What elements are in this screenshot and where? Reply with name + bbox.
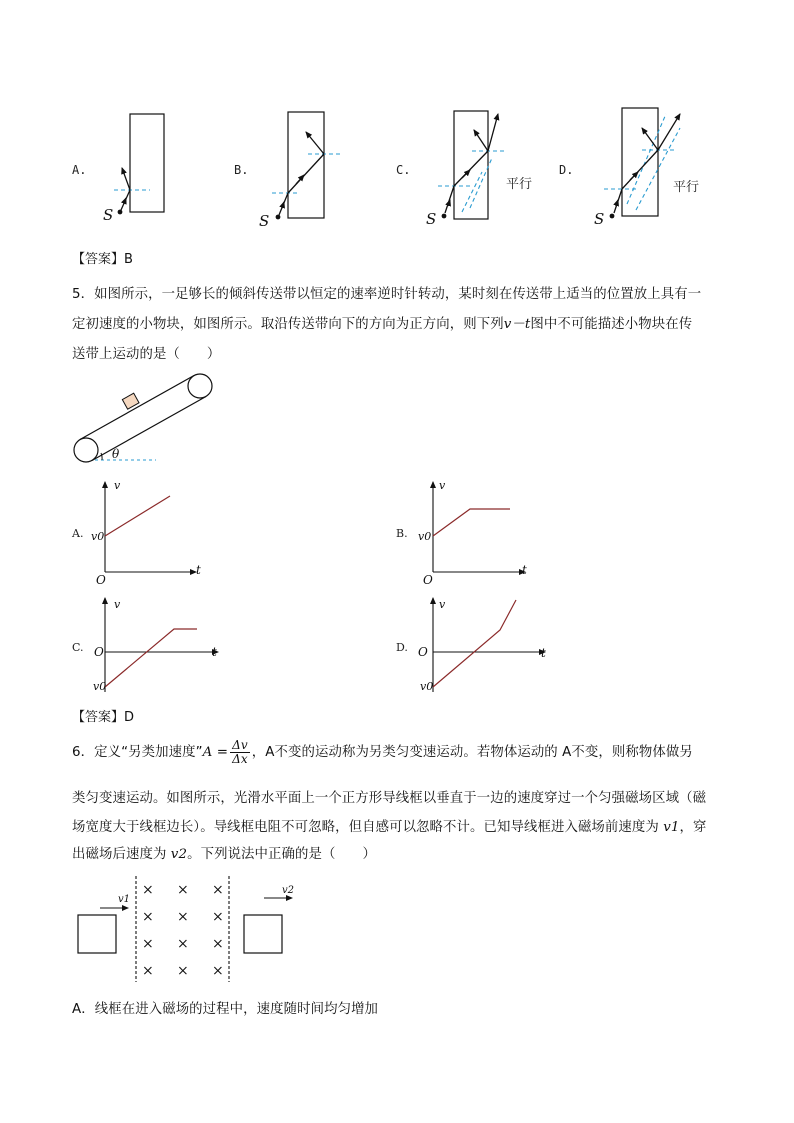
q6-line-1-post: ，A不变的运动称为另类匀变速运动。若物体运动的 A不变，则称物体做另 xyxy=(251,745,693,760)
point-source xyxy=(276,215,281,220)
q5-line-2a: 定初速度的小物块，如图所示。取沿传送带向下的方向为正方向，则下列 xyxy=(72,317,504,332)
glass-block xyxy=(288,112,324,218)
v-axis-label: v xyxy=(114,598,121,611)
glass-block xyxy=(130,114,164,212)
v-axis-label: v xyxy=(114,479,121,492)
v0-label: v0 xyxy=(420,680,434,693)
v2-symbol: v2 xyxy=(170,847,188,862)
q6-line-3 xyxy=(72,816,707,835)
point-source xyxy=(118,210,123,215)
field-x: × xyxy=(142,963,154,979)
parallel-line xyxy=(462,172,482,212)
light-ray xyxy=(622,150,658,189)
q6-line-3b: ，穿 xyxy=(679,820,707,835)
upper-roller xyxy=(188,374,212,398)
q4-option-d-label: D. xyxy=(559,163,574,177)
origin-label: O xyxy=(96,573,106,587)
graph-a xyxy=(71,479,201,587)
ray-arrow xyxy=(124,198,126,203)
light-ray xyxy=(454,151,488,186)
field-x: × xyxy=(142,936,154,952)
q6-line-1: 6．定义“另类加速度”A = $\frac{\Delta v}{\Delta x}$ ，A不变的运动称为另类匀变速运动。若物体运动的 A不变，则称物体做另 xyxy=(72,737,693,766)
graph-d xyxy=(396,598,546,693)
origin-label: O xyxy=(94,645,104,659)
source-label: S xyxy=(426,210,437,228)
glass-block xyxy=(454,111,488,219)
q6-line-1-pre: 6．定义“另类加速度” xyxy=(72,745,203,760)
vt-graphs xyxy=(60,470,760,700)
origin-label: O xyxy=(423,573,433,587)
graph-c xyxy=(72,598,218,693)
parallel-label: 平行 xyxy=(506,177,533,192)
light-ray xyxy=(488,114,498,151)
small-block xyxy=(122,393,139,409)
field-x: × xyxy=(177,882,189,898)
q4-figures xyxy=(0,100,794,235)
vt-curve xyxy=(105,629,197,687)
field-x: × xyxy=(142,882,154,898)
point-source xyxy=(610,214,615,219)
graph-c-label: C. xyxy=(72,641,84,654)
graph-a-label: A. xyxy=(72,527,84,540)
q6-line-2: 类匀变速运动。如图所示，光滑水平面上一个正方形导线框以垂直于一边的速度穿过一个匀强磁场区域（磁 xyxy=(72,791,707,806)
angle-label: θ xyxy=(112,447,120,461)
ray-arrow xyxy=(296,175,304,184)
light-ray xyxy=(306,132,324,154)
graph-b-label: B. xyxy=(396,527,408,540)
lower-roller xyxy=(74,438,98,462)
q4-option-c-label: C. xyxy=(396,163,411,177)
t-axis-label: t xyxy=(541,646,546,660)
glass-block xyxy=(622,108,658,216)
ray-arrow xyxy=(630,172,638,180)
light-ray xyxy=(122,168,130,190)
belt-bottom xyxy=(92,397,206,461)
q5-line-1: 5．如图所示，一足够长的倾斜传送带以恒定的速率逆时针转动，某时刻在传送带上适当的位置放上具有一 xyxy=(72,287,702,302)
q5-line-2b: 图中不可能描述小物块在传 xyxy=(530,317,693,332)
parallel-label: 平行 xyxy=(673,180,700,195)
delta-fraction xyxy=(230,739,250,766)
field-x: × xyxy=(177,963,189,979)
q4-figure-a xyxy=(103,114,164,224)
q4-figure-b xyxy=(259,112,340,230)
vt-curve xyxy=(433,600,516,687)
field-x: × xyxy=(177,909,189,925)
field-x: × xyxy=(212,936,224,952)
angle-arc xyxy=(101,453,102,460)
v0-label: v0 xyxy=(91,530,105,543)
vt-curve xyxy=(105,496,170,536)
q5-answer: 【答案】D xyxy=(72,710,135,725)
field-x: × xyxy=(177,936,189,952)
origin-label: O xyxy=(418,645,428,659)
light-ray xyxy=(445,186,454,213)
v-axis-label: v xyxy=(439,479,446,492)
source-label: S xyxy=(594,210,605,228)
v-axis-label: v xyxy=(439,598,446,611)
frac-denominator: Δx xyxy=(232,751,248,766)
source-label: S xyxy=(259,212,270,230)
v0-label: v0 xyxy=(93,680,107,693)
q6-option-a: A．线框在进入磁场的过程中，速度随时间均匀增加 xyxy=(72,1002,379,1017)
v2-label: v2 xyxy=(282,885,295,896)
light-ray xyxy=(658,114,680,150)
belt-top xyxy=(80,376,194,440)
q6-line-3a: 场宽度大于线框边长）。导线框电阻不可忽略，但自感可以忽略不计。已知导线框进入磁场前速度为 xyxy=(72,820,659,835)
q6-line-4 xyxy=(72,843,376,862)
q4-figure-d xyxy=(594,108,699,228)
q4-option-a-label: A. xyxy=(72,163,87,177)
vt-curve xyxy=(433,509,510,536)
field-marks xyxy=(142,882,224,979)
field-x: × xyxy=(142,909,154,925)
q4-option-b-label: B. xyxy=(234,163,249,177)
v0-label: v0 xyxy=(418,530,432,543)
t-axis-label: t xyxy=(196,563,201,577)
t-axis-label: t xyxy=(522,563,527,577)
field-x: × xyxy=(212,963,224,979)
wire-frame-right xyxy=(244,915,282,953)
v1-label: v1 xyxy=(118,894,131,905)
q4-figure-c xyxy=(426,111,532,228)
conveyor-figure xyxy=(60,364,240,470)
t-axis-label: t xyxy=(212,645,217,659)
graph-b xyxy=(396,479,527,587)
a-symbol: A xyxy=(202,745,213,760)
light-ray xyxy=(474,130,488,151)
light-ray xyxy=(288,154,324,193)
q6-line-4b: 。下列说法中正确的是（ ） xyxy=(187,847,376,862)
magnetic-field-figure xyxy=(60,872,320,986)
field-x: × xyxy=(212,882,224,898)
graph-d-label: D. xyxy=(396,641,408,654)
q4-answer: 【答案】B xyxy=(72,252,133,267)
q5-line-3: 送带上运动的是（ ） xyxy=(72,347,221,362)
vt-symbol: v－t xyxy=(503,317,531,332)
wire-frame-left xyxy=(78,915,116,953)
frac-numerator: Δv xyxy=(232,737,248,752)
v1-symbol: v1 xyxy=(663,820,680,835)
source-label: S xyxy=(103,206,114,224)
q5-line-2 xyxy=(72,313,692,332)
q6-line-4a: 出磁场后速度为 xyxy=(72,847,167,862)
point-source xyxy=(442,214,447,219)
field-x: × xyxy=(212,909,224,925)
ray-arrow xyxy=(462,170,470,178)
